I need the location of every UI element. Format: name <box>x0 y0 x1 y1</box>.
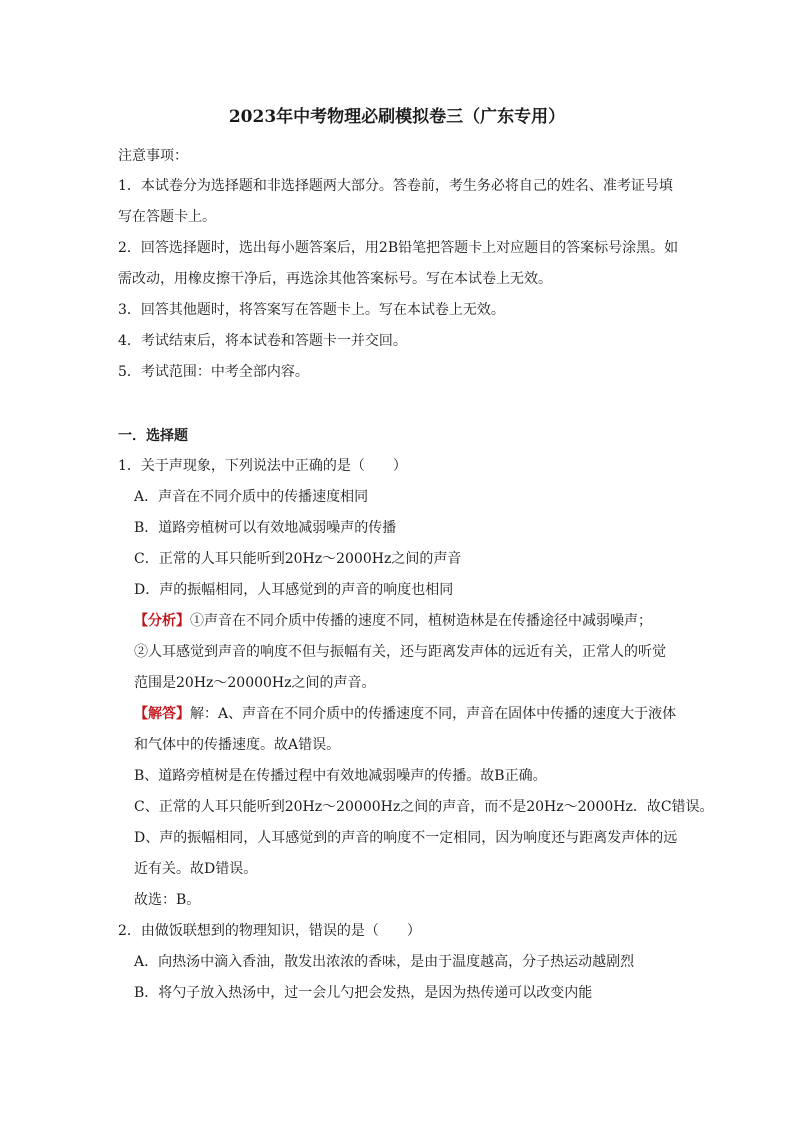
analysis-line: ②人耳感觉到声音的响度不但与振幅有关，还与距离发声体的远近有关，正常人的听觉 <box>134 644 666 660</box>
solution-line: 和气体中的传播速度。故A错误。 <box>134 737 341 753</box>
option-b: B．道路旁植树可以有效地减弱噪声的传播 <box>134 520 397 536</box>
analysis-text: ①声音在不同介质中传播的速度不同，植树造林是在传播途径中减弱噪声； <box>190 613 652 629</box>
analysis-tag: 【分析】 <box>134 613 190 629</box>
question-stem: 1．关于声现象，下列说法中正确的是（ ） <box>118 458 407 474</box>
notice-line: 需改动，用橡皮擦干净后，再选涂其他答案标号。写在本试卷上无效。 <box>118 271 552 287</box>
solution-line: C、正常的人耳只能听到20Hz～20000Hz之间的声音，而不是20Hz～2000Hz．故C错误。 <box>134 799 714 815</box>
solution-line: B、道路旁植树是在传播过程中有效地减弱噪声的传播。故B正确。 <box>134 768 547 784</box>
notice-line: 1．本试卷分为选择题和非选择题两大部分。答卷前，考生务必将自己的姓名、准考证号填 <box>118 178 673 194</box>
solution-tag: 【解答】 <box>134 706 190 722</box>
analysis-line: 范围是20Hz～20000Hz之间的声音。 <box>134 675 376 691</box>
solution-text: 解：A、声音在不同介质中的传播速度不同，声音在固体中传播的速度大于液体 <box>190 706 677 722</box>
notice-heading: 注意事项： <box>118 148 188 164</box>
notice-line: 5．考试范围：中考全部内容。 <box>118 364 309 380</box>
question-stem: 2．由做饭联想到的物理知识，错误的是（ ） <box>118 923 421 939</box>
notice-line: 4．考试结束后，将本试卷和答题卡一并交回。 <box>118 333 407 349</box>
option-b: B．将勺子放入热汤中，过一会儿勺把会发热，是因为热传递可以改变内能 <box>134 985 593 1001</box>
analysis-line <box>134 611 652 631</box>
notice-line: 写在答题卡上。 <box>118 209 216 225</box>
option-a: A．向热汤中滴入香油，散发出浓浓的香味，是由于温度越高，分子热运动越剧烈 <box>134 954 635 970</box>
section-heading: 一．选择题 <box>118 428 188 444</box>
option-d: D．声的振幅相同，人耳感觉到的声音的响度也相同 <box>134 582 454 598</box>
solution-answer: 故选：B。 <box>134 892 201 908</box>
notice-line: 2．回答选择题时，选出每小题答案后，用2B铅笔把答题卡上对应题目的答案标号涂黑。如 <box>118 240 679 256</box>
notice-line: 3．回答其他题时，将答案写在答题卡上。写在本试卷上无效。 <box>118 302 505 318</box>
solution-line <box>134 704 676 724</box>
solution-line: D、声的振幅相同，人耳感觉到的声音的响度不一定相同，因为响度还与距离发声体的远 <box>134 830 678 846</box>
page-title: 2023年中考物理必刷模拟卷三（广东专用） <box>228 107 566 127</box>
solution-line: 近有关。故D错误。 <box>134 861 258 877</box>
option-c: C．正常的人耳只能听到20Hz～2000Hz之间的声音 <box>134 551 462 567</box>
option-a: A．声音在不同介质中的传播速度相同 <box>134 489 369 505</box>
